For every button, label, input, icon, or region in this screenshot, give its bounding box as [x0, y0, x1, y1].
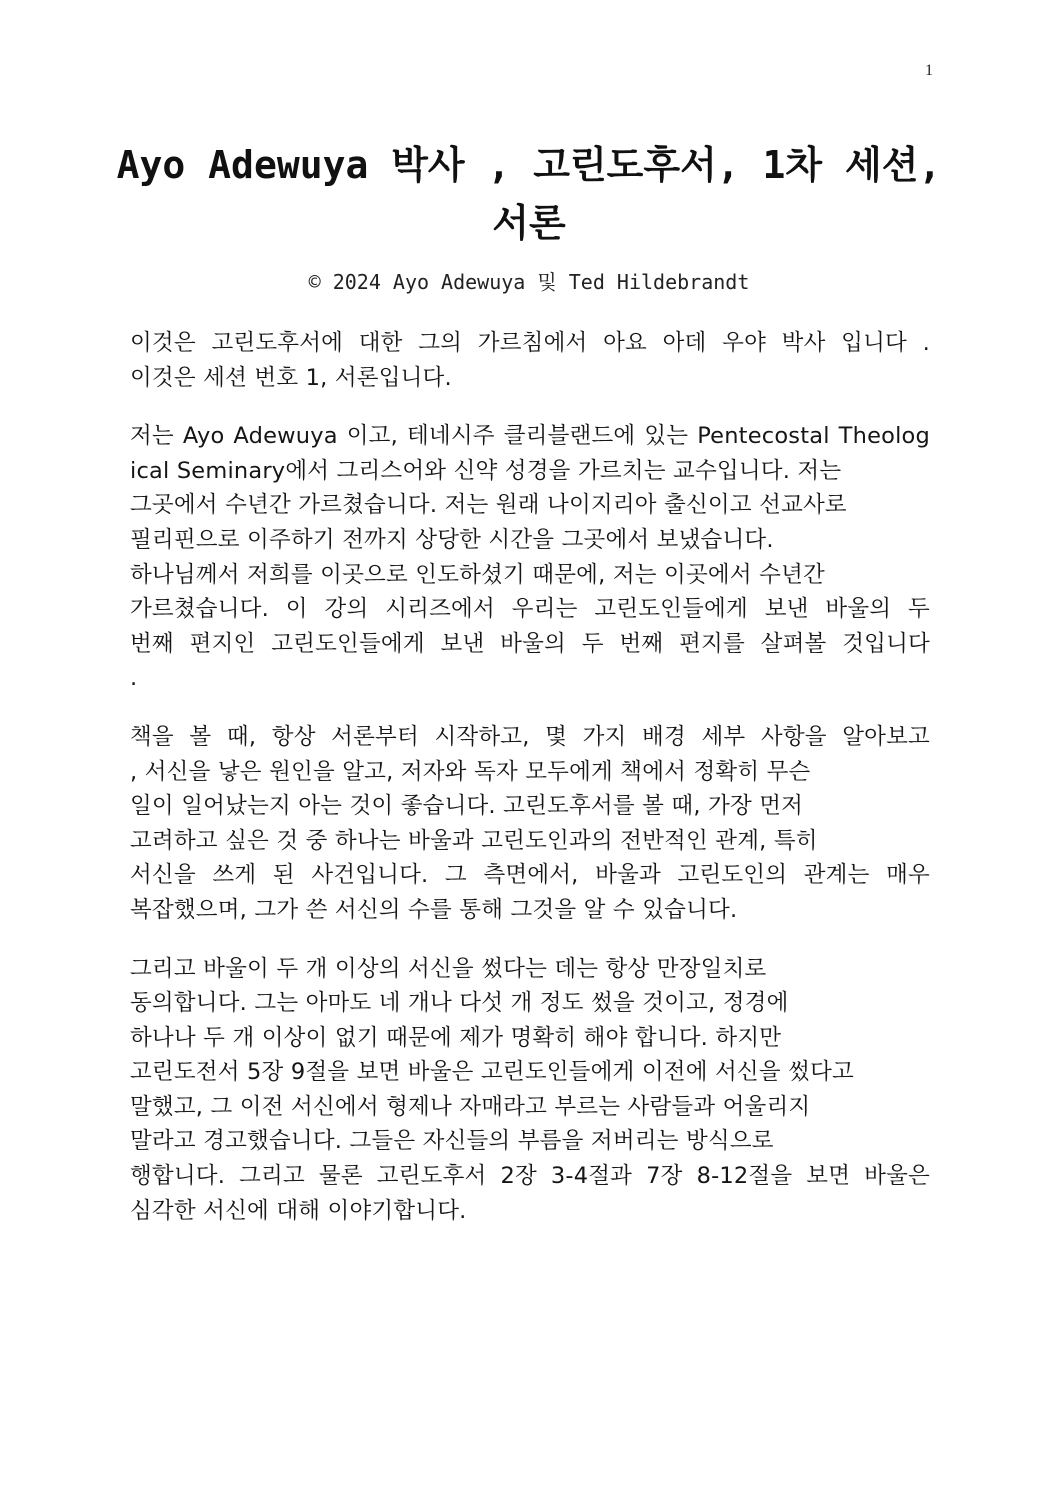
text-line: , 서신을 낳은 원인을 알고, 저자와 독자 모두에게 책에서 정확히 무슨 [130, 758, 811, 785]
copyright-line: © 2024 Ayo Adewuya 및 Ted Hildebrandt [308, 270, 750, 294]
text-line: 행합니다. 그리고 물론 고린도후서 2장 3-4절과 7장 8-12절을 보면 바울은 [130, 1163, 930, 1190]
title-line-1: Ayo Adewuya 박사 , 고린도후서, 1차 세션, [116, 143, 942, 187]
text-line: 동의합니다. 그는 아마도 네 개나 다섯 개 정도 썼을 것이고, 정경에 [130, 990, 789, 1017]
paragraph-2 [130, 419, 930, 696]
text-line: 서신을 쓰게 된 사건입니다. 그 측면에서, 바울과 고린도인의 관계는 매우 [130, 862, 930, 889]
text-line: 가르쳤습니다. 이 강의 시리즈에서 우리는 고린도인들에게 보낸 바울의 두 [130, 596, 930, 623]
paragraph-4 [130, 952, 930, 1229]
text-line: 하나나 두 개 이상이 없기 때문에 제가 명확히 해야 합니다. 하지만 [130, 1024, 782, 1051]
text-line: 그리고 바울이 두 개 이상의 서신을 썼다는 데는 항상 만장일치로 [130, 955, 767, 982]
text-line: 책을 볼 때, 항상 서론부터 시작하고, 몇 가지 배경 세부 사항을 알아보고 [130, 723, 930, 750]
text-line: 심각한 서신에 대해 이야기합니다. [130, 1197, 467, 1224]
text-line: 하나님께서 저희를 이곳으로 인도하셨기 때문에, 저는 이곳에서 수년간 [130, 561, 825, 588]
text-line: 고려하고 싶은 것 중 하나는 바울과 고린도인과의 전반적인 관계, 특히 [130, 827, 818, 854]
document-body [130, 326, 930, 1252]
text-line: 이것은 고린도후서에 대한 그의 가르침에서 아요 아데 우야 박사 입니다 . [130, 330, 930, 356]
text-line: 번째 편지인 고린도인들에게 보낸 바울의 두 번째 편지를 살펴볼 것입니다 [130, 630, 930, 657]
text-line: ical Seminary에서 그리스어와 신약 성경을 가르치는 교수입니다. 저는 [130, 457, 842, 484]
document-title [110, 136, 948, 252]
page-number: 1 [925, 62, 933, 79]
text-line: 말라고 경고했습니다. 그들은 자신들의 부름을 저버리는 방식으로 [130, 1128, 774, 1155]
text-line: 말했고, 그 이전 서신에서 형제나 자매라고 부르는 사람들과 어울리지 [130, 1093, 811, 1120]
text-line: 이것은 세션 번호 1, 서론입니다. [130, 364, 452, 391]
paragraph-1 [130, 326, 930, 395]
text-line: 저는 Ayo Adewuya 이고, 테네시주 클리블랜드에 있는 Pentecostal Theolog [130, 423, 930, 450]
text-line: 복잡했으며, 그가 쓴 서신의 수를 통해 그것을 알 수 있습니다. [130, 896, 738, 923]
text-line: 그곳에서 수년간 가르쳤습니다. 저는 원래 나이지리아 출신이고 선교사로 [130, 492, 847, 519]
text-line: 필리핀으로 이주하기 전까지 상당한 시간을 그곳에서 보냈습니다. [130, 526, 774, 553]
text-line: 고린도전서 5장 9절을 보면 바울은 고린도인들에게 이전에 서신을 썼다고 [130, 1059, 854, 1086]
text-line: 일이 일어났는지 아는 것이 좋습니다. 고린도후서를 볼 때, 가장 먼저 [130, 793, 804, 820]
paragraph-3 [130, 720, 930, 928]
title-line-2: 서론 [492, 201, 566, 245]
text-line: . [130, 665, 138, 692]
